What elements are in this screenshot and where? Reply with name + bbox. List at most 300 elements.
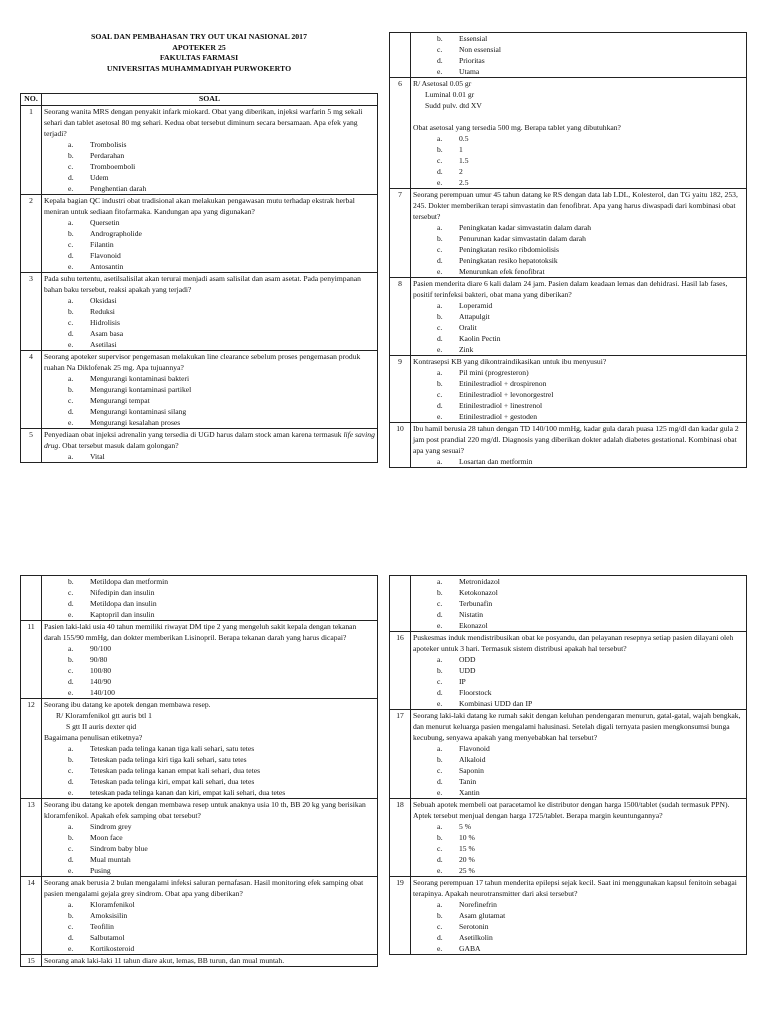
page-3 [20, 575, 378, 1024]
option-letter: e. [437, 866, 443, 875]
option-letter: d. [437, 334, 443, 343]
option-text: Salbutamol [90, 933, 125, 942]
option-letter: a. [437, 301, 443, 310]
option-letter: b. [437, 379, 443, 388]
answer-option [44, 417, 375, 428]
continued-options [411, 576, 747, 632]
answer-option [413, 654, 744, 665]
answer-option [413, 177, 744, 188]
answer-option [413, 743, 744, 754]
option-letter: e. [68, 944, 74, 953]
option-text: Terbunafin [459, 599, 493, 608]
answer-option [44, 161, 375, 172]
option-text: Nistatin [459, 610, 484, 619]
question-cell [411, 423, 747, 468]
question-number-empty [390, 576, 411, 632]
option-text: Serotonin [459, 922, 489, 931]
answer-option [413, 44, 744, 55]
option-letter: d. [68, 172, 74, 182]
answer-option [413, 233, 744, 244]
option-letter: c. [68, 161, 74, 171]
answer-option [413, 166, 744, 177]
answer-option [413, 865, 744, 876]
option-text: Loperamid [459, 301, 493, 310]
option-text: 90/80 [90, 655, 108, 664]
option-letter: b. [68, 306, 74, 316]
option-letter: b. [68, 911, 74, 920]
question-row [21, 799, 378, 877]
question-number: 1 [21, 105, 42, 194]
option-text: Metildopa dan metformin [90, 577, 169, 586]
answer-option [413, 843, 744, 854]
question-number: 3 [21, 272, 42, 350]
question-row [390, 356, 747, 423]
option-letter: d. [68, 250, 74, 260]
answer-option [44, 932, 375, 943]
option-text: Losartan dan metformin [459, 457, 533, 466]
option-letter: a. [437, 223, 443, 232]
option-letter: e. [68, 339, 74, 349]
option-letter: d. [437, 256, 443, 265]
page-4 [389, 575, 747, 1024]
answer-option [44, 317, 375, 328]
option-text: 90/100 [90, 644, 112, 653]
question-row [390, 78, 747, 189]
option-text: IP [459, 677, 466, 686]
column-header-no: NO. [21, 94, 42, 106]
answer-option [413, 587, 744, 598]
question-cell [411, 877, 747, 955]
question-cell [42, 877, 378, 955]
option-letter: c. [437, 45, 443, 54]
question-number: 18 [390, 799, 411, 877]
answer-option [44, 239, 375, 250]
question-cell [42, 699, 378, 799]
answer-option [44, 339, 375, 350]
answer-option [44, 328, 375, 339]
option-letter: c. [68, 395, 74, 405]
question-number: 19 [390, 877, 411, 955]
stem-emphasis: life saving drug [44, 429, 375, 450]
question-stem: Seorang perempuan 17 tahun menderita epilepsi sejak kecil. Saat ini menggunakan kapsul fenitoin sebagai terapinya. Apakah neurotransmitter dari aksi tersebut? [413, 878, 737, 898]
continued-row [21, 576, 378, 621]
option-text: Kaolin Pectin [459, 334, 501, 343]
option-text: Flavonoid [90, 250, 121, 260]
answer-option [44, 306, 375, 317]
option-letter: c. [68, 844, 74, 853]
option-letter: c. [68, 317, 74, 327]
option-text: Xantin [459, 788, 480, 797]
option-text: 1.5 [459, 156, 469, 165]
answer-option [44, 943, 375, 954]
option-letter: a. [437, 822, 443, 831]
answer-option [44, 183, 375, 194]
question-number: 16 [390, 632, 411, 710]
option-letter: e. [68, 183, 74, 193]
answer-option [44, 228, 375, 239]
question-row [21, 350, 378, 428]
answer-option [44, 587, 375, 598]
option-letter: e. [437, 788, 443, 797]
option-letter: e. [68, 610, 74, 619]
option-text: Ekonazol [459, 621, 488, 630]
answer-option [44, 609, 375, 620]
option-text: Kloramfenikol [90, 900, 135, 909]
question-cell [411, 632, 747, 710]
page-1 [20, 93, 378, 508]
option-letter: e. [68, 688, 74, 697]
option-letter: a. [68, 822, 74, 831]
answer-option [44, 150, 375, 161]
answer-option [413, 854, 744, 865]
question-row [21, 272, 378, 350]
question-number: 7 [390, 189, 411, 278]
option-text: 2.5 [459, 178, 469, 187]
option-letter: d. [437, 933, 443, 942]
question-row [390, 877, 747, 955]
question-stem: Kepala bagian QC industri obat tradisional akan melakukan pengawasan mutu terhadap ekstrak herbal meniran untuk sediaan fitofarmaka. Kandungan apa yang digunakan? [44, 195, 355, 216]
option-letter: c. [437, 156, 443, 165]
option-text: Mengurangi kontaminasi bakteri [90, 373, 190, 383]
question-stem: Seorang laki-laki datang ke rumah sakit dengan keluhan pendengaran menurun, gatal-gatal, wajah bengkak, dan menurut keluarga pasien mengalami halusinasi. Setelah digali ternyata pasien mengkonsumsi bunga kecubung, senyawa apakah yang menyebabkan hal tersebut? [413, 711, 741, 742]
option-text: Kortikosteroid [90, 944, 135, 953]
option-text: Penurunan kadar simvastatin dalam darah [459, 234, 586, 243]
answer-option [413, 665, 744, 676]
answer-option [413, 33, 744, 44]
answer-option [44, 384, 375, 395]
option-letter: d. [68, 855, 74, 864]
option-text: Metildopa dan insulin [90, 599, 157, 608]
answer-option [413, 687, 744, 698]
question-cell [42, 194, 378, 272]
option-text: Tromboemboli [90, 161, 136, 171]
option-text: Quersetin [90, 217, 120, 227]
option-text: 1 [459, 145, 463, 154]
answer-option [413, 144, 744, 155]
document-header [20, 32, 378, 74]
prescription-line: R/ Asetosal 0.05 gr [413, 79, 472, 88]
question-cell [42, 955, 378, 967]
option-text: Non essensial [459, 45, 501, 54]
option-text: Kaptopril dan insulin [90, 610, 155, 619]
column-header-soal: SOAL [42, 94, 378, 106]
option-letter: d. [68, 933, 74, 942]
answer-option [44, 821, 375, 832]
option-text: Alkaloid [459, 755, 486, 764]
answer-option [413, 620, 744, 631]
option-text: Pusing [90, 866, 111, 875]
answer-option [44, 665, 375, 676]
option-letter: a. [68, 644, 74, 653]
answer-option [44, 910, 375, 921]
question-cell [411, 78, 747, 189]
option-text: Floorstock [459, 688, 492, 697]
option-text: Mengurangi kontaminasi silang [90, 406, 187, 416]
option-text: Peningkatan resiko hepatotoksik [459, 256, 558, 265]
option-letter: c. [68, 766, 74, 775]
option-text: Udem [90, 172, 109, 182]
question-number: 6 [390, 78, 411, 189]
option-letter: d. [437, 855, 443, 864]
question-cell [411, 799, 747, 877]
option-text: GABA [459, 944, 481, 953]
question-row [390, 189, 747, 278]
answer-option [44, 754, 375, 765]
question-stem: Sebuah apotek membeli oat paracetamol ke distributor dengan harga 1500/tablet (sudah termasuk PPN). Aptek tersebut menjual dengan harga 1725/tablet. Berapa margin keuntungannya? [413, 800, 730, 820]
answer-option [413, 832, 744, 843]
option-letter: e. [68, 417, 74, 427]
question-row [390, 632, 747, 710]
prescription-line: Sudd pulv. dtd XV [425, 101, 482, 110]
question-cell [411, 356, 747, 423]
option-text: Filantin [90, 239, 114, 249]
question-row [21, 877, 378, 955]
answer-option [413, 133, 744, 144]
option-letter: c. [437, 844, 443, 853]
option-letter: b. [437, 911, 443, 920]
option-text: Mual muntah [90, 855, 131, 864]
answer-option [413, 765, 744, 776]
option-text: Teofilin [90, 922, 114, 931]
option-text: Ketokonazol [459, 588, 498, 597]
option-letter: e. [437, 267, 443, 276]
option-letter: c. [68, 922, 74, 931]
option-text: Etinilestradiol + levonorgestrel [459, 390, 554, 399]
option-text: Asetilkolin [459, 933, 493, 942]
option-text: Mengurangi tempat [90, 395, 150, 405]
option-letter: c. [437, 677, 443, 686]
option-letter: a. [68, 900, 74, 909]
answer-option [44, 576, 375, 587]
option-text: Teteskan pada telinga kanan empat kali sehari, dua tetes [90, 766, 261, 775]
answer-option [44, 654, 375, 665]
answer-option [44, 217, 375, 228]
question-stem: Puskesmas induk mendistribusikan obat ke posyandu, dan pelayanan resepnya setiap pasien dilayani oleh apoteker untuk 3 hari. Termasuk sistem distribusi apakah hal tersebut? [413, 633, 734, 653]
continued-options [411, 33, 747, 78]
option-text: Saponin [459, 766, 484, 775]
option-text: Essensial [459, 34, 488, 43]
option-letter: b. [437, 34, 443, 43]
option-text: Nifedipin dan insulin [90, 588, 155, 597]
answer-option [413, 943, 744, 954]
answer-option [413, 609, 744, 620]
option-text: Trombolisis [90, 139, 127, 149]
option-text: Menurunkan efek fenofibrat [459, 267, 545, 276]
continued-row [390, 576, 747, 632]
option-text: Utama [459, 67, 480, 76]
option-letter: b. [437, 312, 443, 321]
option-letter: a. [437, 655, 443, 664]
question-stem: Pasien laki-laki usia 40 tahun memiliki riwayat DM tipe 2 yang mengeluh sakit kepala dengan tekanan darah 155/90 mmHg, dan dokter memberikan Lisinopril. Berapa tekanan darah yang harus dicapai? [44, 622, 357, 642]
answer-option [413, 576, 744, 587]
question-stem: Seorang apoteker supervisor pengemasan melakukan line clearance sebelum proses pengemasan produk ruahan Na Diklofenak 25 mg. Apa tujuannya? [44, 351, 361, 372]
option-text: Perdarahan [90, 150, 125, 160]
answer-option [413, 333, 744, 344]
question-table-1 [20, 93, 378, 463]
option-text: Asam basa [90, 328, 124, 338]
answer-option [413, 311, 744, 322]
option-text: Norefinefrin [459, 900, 497, 909]
option-letter: b. [68, 755, 74, 764]
question-row [21, 194, 378, 272]
option-letter: a. [68, 373, 74, 383]
option-letter: a. [68, 451, 74, 461]
page-2 [389, 32, 747, 508]
option-letter: e. [68, 866, 74, 875]
option-text: 20 % [459, 855, 475, 864]
option-letter: c. [437, 766, 443, 775]
question-cell [411, 278, 747, 356]
question-number: 5 [21, 428, 42, 462]
option-letter: e. [437, 621, 443, 630]
question-number-empty [21, 576, 42, 621]
option-letter: d. [68, 777, 74, 786]
answer-option [413, 400, 744, 411]
option-letter: e. [437, 412, 443, 421]
question-stem: Pada suhu tertentu, asetilsalisilat akan terurai menjadi asam salisilat dan asam asetat. Pada penyimpanan bahan baku tersebut, reaksi apakah yang terjadi? [44, 273, 361, 294]
option-text: Antosantin [90, 261, 124, 271]
option-letter: d. [68, 599, 74, 608]
option-text: Etinilestradiol + drospirenon [459, 379, 547, 388]
question-table-4 [389, 575, 747, 955]
question-number: 2 [21, 194, 42, 272]
option-text: Moon face [90, 833, 123, 842]
option-letter: e. [68, 261, 74, 271]
question-row [21, 699, 378, 799]
option-letter: b. [68, 655, 74, 664]
option-letter: c. [68, 239, 74, 249]
question-row [390, 799, 747, 877]
option-letter: d. [437, 401, 443, 410]
answer-option [413, 244, 744, 255]
question-table-3 [20, 575, 378, 967]
question-number: 4 [21, 350, 42, 428]
option-letter: e. [437, 944, 443, 953]
option-text: Oksidasi [90, 295, 117, 305]
option-text: 100/80 [90, 666, 112, 675]
answer-option [44, 295, 375, 306]
option-text: Flavonoid [459, 744, 490, 753]
option-text: Andrographolide [90, 228, 142, 238]
option-letter: c. [68, 588, 74, 597]
option-letter: a. [437, 134, 443, 143]
answer-option [413, 367, 744, 378]
option-text: 140/100 [90, 688, 115, 697]
prescription-line: R/ Kloramfenikol gtt auris btl 1 [56, 711, 152, 720]
option-text: Mengurangi kontaminasi partikel [90, 384, 192, 394]
option-text: Zink [459, 345, 474, 354]
answer-option [413, 300, 744, 311]
option-text: Vital [90, 451, 105, 461]
option-letter: e. [68, 788, 74, 797]
option-letter: d. [68, 328, 74, 338]
option-letter: e. [437, 345, 443, 354]
answer-option [413, 921, 744, 932]
question-stem: Seorang perempuan umur 45 tahun datang ke RS dengan data lab LDL, Kolesterol, dan TG yaitu 182, 253, 245. Dokter memberikan terapi simvastatin dan fenofibrat. Apa yang harus diwaspadi dari kombinasi obat tersebut? [413, 190, 738, 221]
option-letter: c. [437, 390, 443, 399]
answer-option [44, 598, 375, 609]
answer-option [44, 172, 375, 183]
question-number: 10 [390, 423, 411, 468]
option-text: 15 % [459, 844, 475, 853]
option-text: UDD [459, 666, 476, 675]
option-text: 2 [459, 167, 463, 176]
question-stem: Bagaimana penulisan etiketnya? [44, 733, 143, 742]
option-letter: e. [437, 699, 443, 708]
option-letter: b. [68, 228, 74, 238]
prescription-line: S gtt II auris dexter qid [66, 722, 137, 731]
answer-option [413, 344, 744, 355]
option-letter: a. [68, 295, 74, 305]
question-number: 13 [21, 799, 42, 877]
option-letter: d. [68, 677, 74, 686]
option-letter: c. [68, 666, 74, 675]
question-table-2 [389, 32, 747, 468]
question-cell [42, 621, 378, 699]
question-stem: Pasien menderita diare 6 kali dalam 24 jam. Pasien dalam keadaan lemas dan dehidrasi. Hasil lab fases, positif terinfeksi bakteri, obat mana yang diberikan? [413, 279, 728, 299]
question-stem: Seorang ibu datang ke apotek dengan membawa resep. [44, 700, 211, 709]
option-letter: d. [437, 56, 443, 65]
option-text: 10 % [459, 833, 475, 842]
option-letter: b. [68, 577, 74, 586]
question-number: 9 [390, 356, 411, 423]
option-text: 5 % [459, 822, 472, 831]
option-text: Sindrom baby blue [90, 844, 148, 853]
option-text: 140/90 [90, 677, 112, 686]
question-stem: Ibu hamil berusia 28 tahun dengan TD 140/100 mmHg, kadar gula darah puasa 125 mg/dl dan kadar gula 2 jam post prandial 220 mg/dl. Diagnosis yang diberikan dokter adalah diabetes gestational. Kombinasi obat apa yang sesuai? [413, 424, 739, 455]
option-letter: a. [68, 217, 74, 227]
question-number: 17 [390, 710, 411, 799]
question-cell [42, 428, 378, 462]
answer-option [44, 451, 375, 462]
option-letter: b. [437, 588, 443, 597]
stem-text: Penyediaan obat injeksi adrenalin yang tersedia di UGD harus dalam stock aman karena termasuk [44, 429, 344, 439]
option-letter: b. [437, 145, 443, 154]
question-stem: Seorang wanita MRS dengan penyakit infark miokard. Obat yang diberikan, injeksi warfarin 5 mg sekali sehari dan tablet asetosal 80 mg sehari. Kedua obat tersebut diminum secara bersamaan. Apa efek yang terjadi? [44, 106, 363, 138]
answer-option [413, 378, 744, 389]
answer-option [44, 743, 375, 754]
option-text: Sindrom grey [90, 822, 132, 831]
question-number: 14 [21, 877, 42, 955]
answer-option [44, 776, 375, 787]
answer-option [44, 787, 375, 798]
option-letter: c. [437, 245, 443, 254]
option-letter: a. [437, 457, 443, 466]
answer-option [44, 854, 375, 865]
option-letter: a. [437, 744, 443, 753]
option-text: 0.5 [459, 134, 469, 143]
option-letter: a. [68, 744, 74, 753]
answer-option [44, 643, 375, 654]
header-subtitle: APOTEKER 25 [172, 42, 226, 52]
option-letter: d. [437, 688, 443, 697]
option-letter: a. [68, 139, 74, 149]
question-row [390, 710, 747, 799]
answer-option [413, 389, 744, 400]
option-letter: b. [437, 833, 443, 842]
question-row [21, 428, 378, 462]
answer-option [44, 687, 375, 698]
continued-row [390, 33, 747, 78]
option-text: Reduksi [90, 306, 115, 316]
option-text: teteskan pada telinga kanan dan kiri, empat kali sehari, dua tetes [90, 788, 286, 797]
option-text: Peningkatan resiko ribdomiolisis [459, 245, 559, 254]
option-text: Asam glutamat [459, 911, 506, 920]
option-text: Teteskan pada telinga kiri tiga kali sehari, satu tetes [90, 755, 247, 764]
option-text: Teteskan pada telinga kiri, empat kali sehari, dua tetes [90, 777, 255, 786]
answer-option [413, 698, 744, 709]
question-stem: Kontrasepsi KB yang dikontraindikasikan untuk ibu menyusui? [413, 357, 607, 366]
